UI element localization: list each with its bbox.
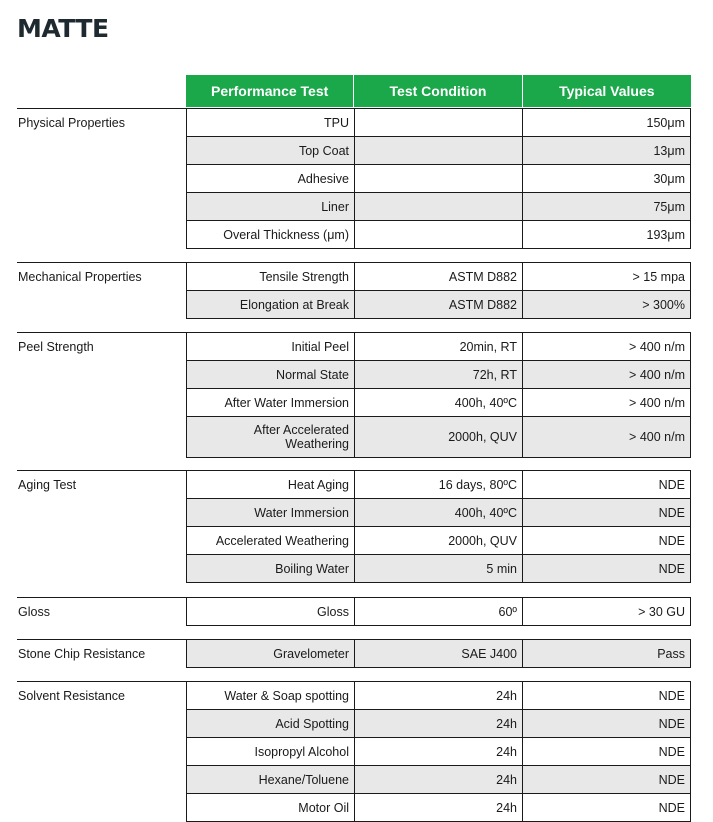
cell-condition — [355, 193, 523, 220]
cell-value: > 400 n/m — [629, 395, 685, 410]
cell-value: NDE — [658, 800, 685, 815]
section-divider — [17, 597, 186, 598]
cell-test: Acid Spotting — [187, 710, 355, 737]
table-row — [187, 766, 690, 794]
table-row — [187, 263, 690, 291]
cell-test: TPU — [187, 109, 355, 136]
section-label: Solvent Resistance — [18, 689, 126, 703]
section-table — [186, 681, 691, 822]
cell-test: Water & Soap spotting — [187, 682, 355, 709]
cell-condition: 24h — [355, 738, 523, 765]
section-table — [186, 597, 691, 626]
cell-value: NDE — [658, 716, 685, 731]
cell-condition: 5 min — [355, 555, 523, 582]
table-row — [187, 738, 690, 766]
table-row — [187, 682, 690, 710]
cell-condition: ASTM D882 — [355, 263, 523, 290]
cell-value: NDE — [658, 772, 685, 787]
table-row — [187, 361, 690, 389]
cell-value: > 300% — [642, 297, 685, 312]
cell-test: Tensile Strength — [187, 263, 355, 290]
table-row — [187, 109, 690, 137]
cell-condition: 20min, RT — [355, 333, 523, 360]
cell-condition: 24h — [355, 710, 523, 737]
cell-test: Isopropyl Alcohol — [187, 738, 355, 765]
cell-value: NDE — [658, 505, 685, 520]
table-row — [187, 710, 690, 738]
cell-test: Adhesive — [187, 165, 355, 192]
section-table — [186, 108, 691, 249]
cell-value: NDE — [658, 477, 685, 492]
section-divider — [17, 108, 186, 109]
section-table — [186, 470, 691, 583]
section-divider — [17, 681, 186, 682]
section-table — [186, 332, 691, 458]
cell-condition: 24h — [355, 794, 523, 821]
section-divider — [17, 639, 186, 640]
cell-condition: 2000h, QUV — [355, 527, 523, 554]
cell-value: NDE — [658, 561, 685, 576]
cell-test: Gravelometer — [187, 640, 355, 667]
table-row — [187, 137, 690, 165]
table-row — [187, 527, 690, 555]
cell-test: Heat Aging — [187, 471, 355, 498]
cell-condition: 2000h, QUV — [355, 417, 523, 457]
section-table — [186, 262, 691, 319]
cell-condition: 72h, RT — [355, 361, 523, 388]
table-row — [187, 221, 690, 249]
cell-test: After Accelerated Weathering — [187, 417, 355, 457]
cell-condition: 16 days, 80ºC — [355, 471, 523, 498]
cell-test: Elongation at Break — [187, 291, 355, 318]
cell-value: NDE — [658, 744, 685, 759]
table-row — [187, 417, 690, 458]
cell-value: 75μm — [653, 199, 685, 214]
cell-condition: 400h, 40ºC — [355, 389, 523, 416]
cell-value: Pass — [657, 646, 685, 661]
cell-condition — [355, 109, 523, 136]
cell-test: Normal State — [187, 361, 355, 388]
header-test-condition: Test Condition — [354, 75, 522, 107]
cell-condition — [355, 137, 523, 164]
table-row — [187, 598, 690, 626]
table-row — [187, 165, 690, 193]
cell-value: 193μm — [646, 227, 685, 242]
table-row — [187, 291, 690, 319]
cell-condition: 60º — [355, 598, 523, 625]
cell-condition — [355, 221, 523, 248]
cell-condition: SAE J400 — [355, 640, 523, 667]
cell-test: Hexane/Toluene — [187, 766, 355, 793]
section-label: Aging Test — [18, 478, 77, 492]
cell-value: > 400 n/m — [629, 367, 685, 382]
cell-value: 13μm — [653, 143, 685, 158]
table-row — [187, 193, 690, 221]
cell-test: Liner — [187, 193, 355, 220]
cell-test: After Water Immersion — [187, 389, 355, 416]
table-row — [187, 640, 690, 668]
table-row — [187, 499, 690, 527]
table-row — [187, 333, 690, 361]
cell-value: > 400 n/m — [629, 339, 685, 354]
cell-value: > 400 n/m — [629, 430, 685, 444]
cell-test: Gloss — [187, 598, 355, 625]
cell-value: 30μm — [653, 171, 685, 186]
section-divider — [17, 470, 186, 471]
section-divider — [17, 332, 186, 333]
page-title: MATTE — [17, 14, 109, 43]
cell-test: Initial Peel — [187, 333, 355, 360]
table-row — [187, 794, 690, 822]
cell-test: Motor Oil — [187, 794, 355, 821]
table-header — [186, 75, 691, 107]
header-typical-values: Typical Values — [559, 83, 655, 99]
cell-test: Boiling Water — [187, 555, 355, 582]
cell-value: > 15 mpa — [632, 269, 685, 284]
section-table — [186, 639, 691, 668]
section-divider — [17, 262, 186, 263]
table-row — [187, 389, 690, 417]
cell-value: NDE — [658, 688, 685, 703]
section-label: Gloss — [18, 605, 50, 619]
cell-value: 150μm — [646, 115, 685, 130]
table-row — [187, 555, 690, 583]
cell-condition: 400h, 40ºC — [355, 499, 523, 526]
section-label: Peel Strength — [18, 340, 94, 354]
cell-value: > 30 GU — [638, 604, 685, 619]
cell-test: Top Coat — [187, 137, 355, 164]
cell-condition: ASTM D882 — [355, 291, 523, 318]
table-row — [187, 471, 690, 499]
cell-condition — [355, 165, 523, 192]
section-label: Physical Properties — [18, 116, 125, 130]
header-performance-test: Performance Test — [186, 75, 354, 107]
section-label: Mechanical Properties — [18, 270, 142, 284]
section-label: Stone Chip Resistance — [18, 647, 146, 661]
cell-condition: 24h — [355, 766, 523, 793]
cell-test: Accelerated Weathering — [187, 527, 355, 554]
cell-value: NDE — [658, 533, 685, 548]
cell-condition: 24h — [355, 682, 523, 709]
cell-test: Water Immersion — [187, 499, 355, 526]
cell-test: Overal Thickness (μm) — [187, 221, 355, 248]
